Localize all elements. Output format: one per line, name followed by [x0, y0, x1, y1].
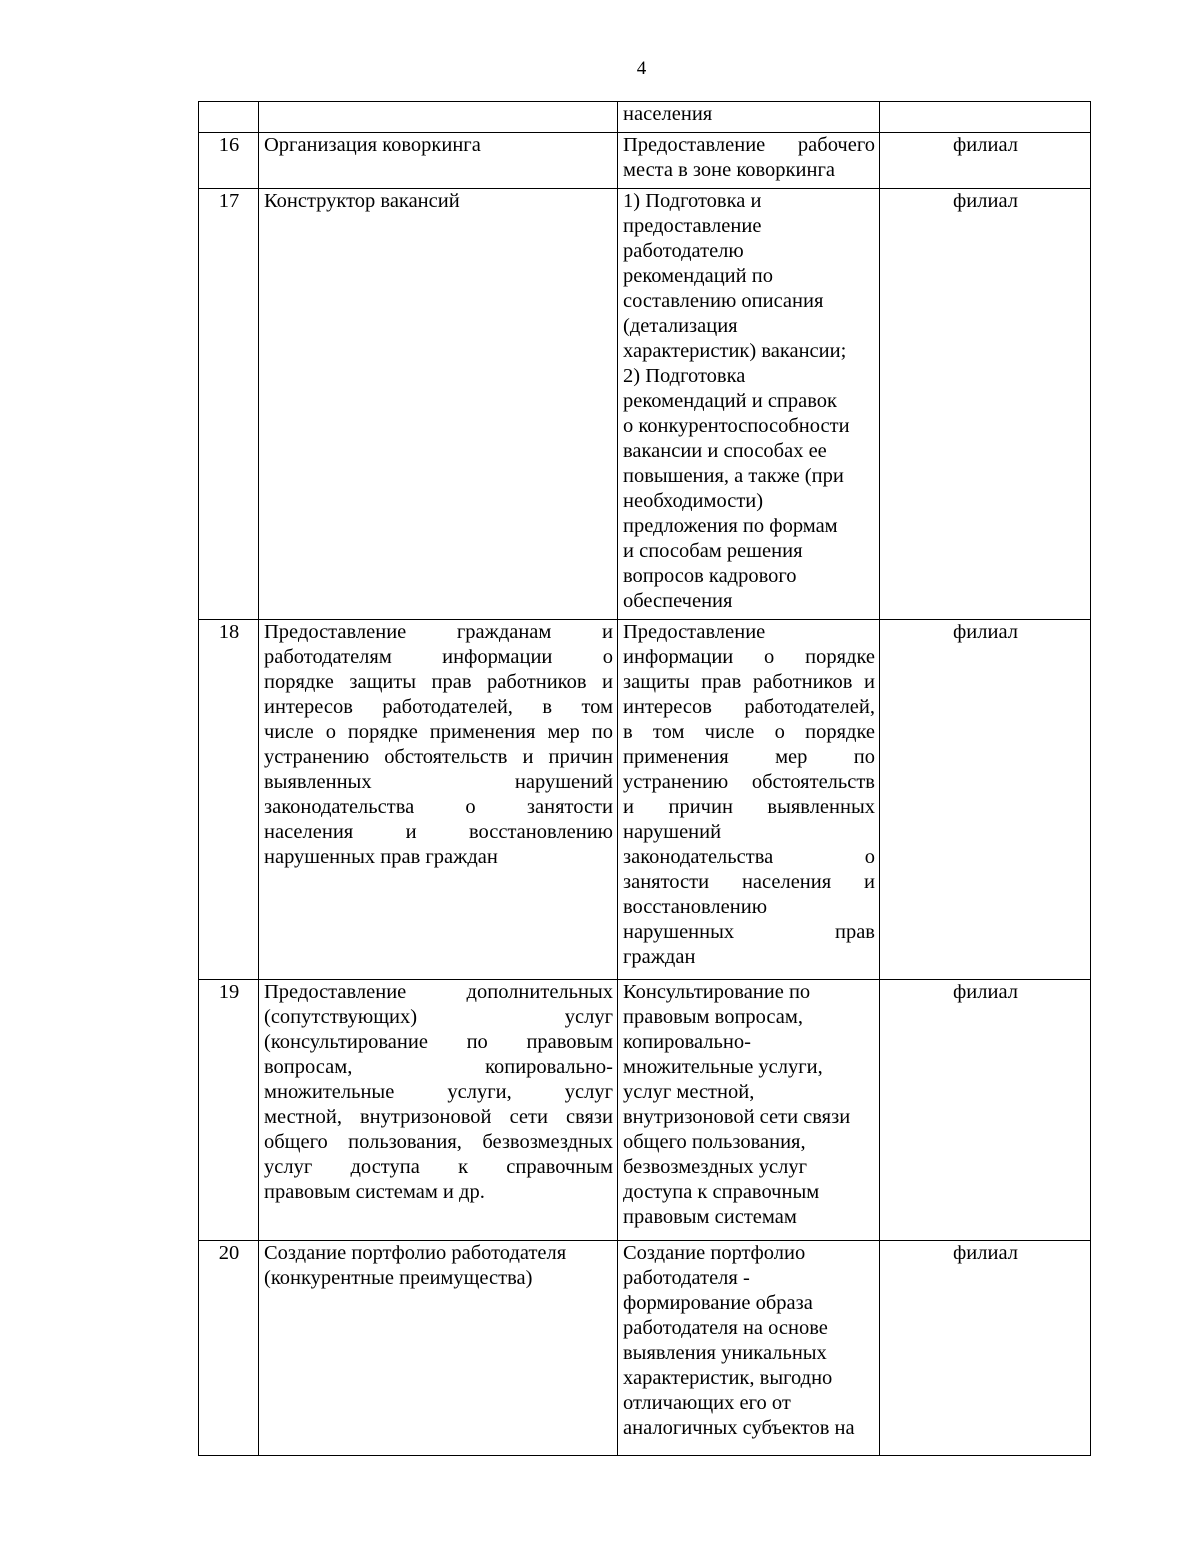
service-name-line: нарушенных прав граждан: [264, 846, 498, 868]
row-number: 18: [199, 620, 259, 980]
service-description-line: работодателя на основе: [623, 1317, 828, 1339]
services-table: [198, 101, 1091, 1456]
service-description-line: и причин выявленных: [623, 796, 875, 818]
service-description-cell: [618, 133, 880, 189]
service-description-line: необходимости): [623, 490, 764, 512]
row-number: [199, 102, 259, 133]
service-name-line: Организация коворкинга: [264, 134, 481, 156]
service-description-cell: [618, 1241, 880, 1456]
service-description-line: формирование образа: [623, 1292, 813, 1314]
service-description-cell: [618, 620, 880, 980]
service-description-line: Предоставление: [623, 621, 766, 643]
service-description-line: характеристик, выгодно: [623, 1367, 833, 1389]
service-description-line: предоставление: [623, 215, 762, 237]
service-description-line: восстановлению: [623, 896, 768, 918]
service-name-line: общего пользования, безвозмездных: [264, 1131, 613, 1153]
service-description-line: защиты прав работников и: [623, 671, 875, 693]
service-description-cell: [618, 980, 880, 1241]
service-name-line: (сопутствующих) услуг: [264, 1006, 613, 1028]
service-name-line: множительные услуги, услуг: [264, 1081, 613, 1103]
executor-cell: филиал: [880, 133, 1091, 189]
service-description-line: информации о порядке: [623, 646, 875, 668]
service-name-line: устранению обстоятельств и причин: [264, 746, 613, 768]
service-name-line: вопросам, копировально-: [264, 1056, 613, 1078]
service-description-cell: [618, 102, 880, 133]
service-name-line: работодателям информации о: [264, 646, 613, 668]
service-description-line: аналогичных субъектов на: [623, 1417, 855, 1439]
table-row: [199, 133, 1091, 189]
table-row: [199, 980, 1091, 1241]
service-description-line: (детализация: [623, 315, 738, 337]
executor-cell: [880, 102, 1091, 133]
service-description-line: вакансии и способах ее: [623, 440, 827, 462]
service-description-line: населения: [623, 103, 713, 125]
service-name-line: услуг доступа к справочным: [264, 1156, 613, 1178]
service-description-line: множительные услуги,: [623, 1056, 823, 1078]
service-name-line: (консультирование по правовым: [264, 1031, 613, 1053]
service-description-line: 1) Подготовка и: [623, 190, 762, 212]
service-name-line: интересов работодателей, в том: [264, 696, 613, 718]
row-number: 20: [199, 1241, 259, 1456]
service-description-line: нарушений: [623, 821, 722, 843]
service-description-line: граждан: [623, 946, 696, 968]
service-name-cell: [259, 980, 618, 1241]
executor-cell: филиал: [880, 620, 1091, 980]
service-name-cell: [259, 620, 618, 980]
service-name-line: Создание портфолио работодателя: [264, 1242, 567, 1264]
service-description-line: обеспечения: [623, 590, 733, 612]
table-row: [199, 189, 1091, 620]
service-name-line: Предоставление дополнительных: [264, 981, 613, 1003]
table-row: [199, 620, 1091, 980]
service-description-line: в том числе о порядке: [623, 721, 875, 743]
service-description-line: услуг местной,: [623, 1081, 755, 1103]
service-description-line: занятости населения и: [623, 871, 875, 893]
executor-cell: филиал: [880, 189, 1091, 620]
service-description-line: работодателю: [623, 240, 744, 262]
service-name-cell: [259, 189, 618, 620]
service-description-line: отличающих его от: [623, 1392, 791, 1414]
service-description-line: интересов работодателей,: [623, 696, 875, 718]
service-description-line: работодателя -: [623, 1267, 750, 1289]
service-description-line: рекомендаций и справок: [623, 390, 837, 412]
table-row: [199, 1241, 1091, 1456]
service-name-line: Предоставление гражданам и: [264, 621, 613, 643]
executor-cell: филиал: [880, 980, 1091, 1241]
service-description-line: вопросов кадрового: [623, 565, 797, 587]
service-name-cell: [259, 1241, 618, 1456]
service-description-line: применения мер по: [623, 746, 875, 768]
service-name-line: (конкурентные преимущества): [264, 1267, 533, 1289]
service-description-line: и способам решения: [623, 540, 803, 562]
service-description-line: нарушенных прав: [623, 921, 875, 943]
service-description-line: места в зоне коворкинга: [623, 159, 835, 181]
service-description-line: выявления уникальных: [623, 1342, 827, 1364]
service-name-line: Конструктор вакансий: [264, 190, 460, 212]
service-description-line: законодательства о: [623, 846, 875, 868]
page-number: 4: [636, 58, 647, 79]
service-description-line: безвозмездных услуг: [623, 1156, 808, 1178]
service-description-line: 2) Подготовка: [623, 365, 746, 387]
service-description-line: Создание портфолио: [623, 1242, 806, 1264]
service-name-line: числе о порядке применения мер по: [264, 721, 613, 743]
service-description-line: рекомендаций по: [623, 265, 773, 287]
service-description-line: о конкурентоспособности: [623, 415, 850, 437]
table-row: [199, 102, 1091, 133]
service-description-line: устранению обстоятельств: [623, 771, 875, 793]
service-description-line: общего пользования,: [623, 1131, 806, 1153]
service-name-cell: [259, 102, 618, 133]
service-name-line: выявленных нарушений: [264, 771, 613, 793]
service-description-line: копировально-: [623, 1031, 751, 1053]
row-number: 19: [199, 980, 259, 1241]
service-name-line: населения и восстановлению: [264, 821, 613, 843]
service-name-line: порядке защиты прав работников и: [264, 671, 613, 693]
service-name-line: правовым системам и др.: [264, 1181, 485, 1203]
service-description-cell: [618, 189, 880, 620]
row-number: 17: [199, 189, 259, 620]
service-description-line: Консультирование по: [623, 981, 811, 1003]
service-description-line: Предоставление рабочего: [623, 134, 875, 156]
service-description-line: доступа к справочным: [623, 1181, 820, 1203]
service-description-line: характеристик) вакансии;: [623, 340, 847, 362]
service-description-line: внутризоновой сети связи: [623, 1106, 851, 1128]
row-number: 16: [199, 133, 259, 189]
service-description-line: правовым вопросам,: [623, 1006, 803, 1028]
service-description-line: составлению описания: [623, 290, 824, 312]
service-name-line: законодательства о занятости: [264, 796, 613, 818]
service-description-line: правовым системам: [623, 1206, 797, 1228]
service-name-line: местной, внутризоновой сети связи: [264, 1106, 613, 1128]
service-name-cell: [259, 133, 618, 189]
service-description-line: повышения, а также (при: [623, 465, 844, 487]
executor-cell: филиал: [880, 1241, 1091, 1456]
service-description-line: предложения по формам: [623, 515, 838, 537]
